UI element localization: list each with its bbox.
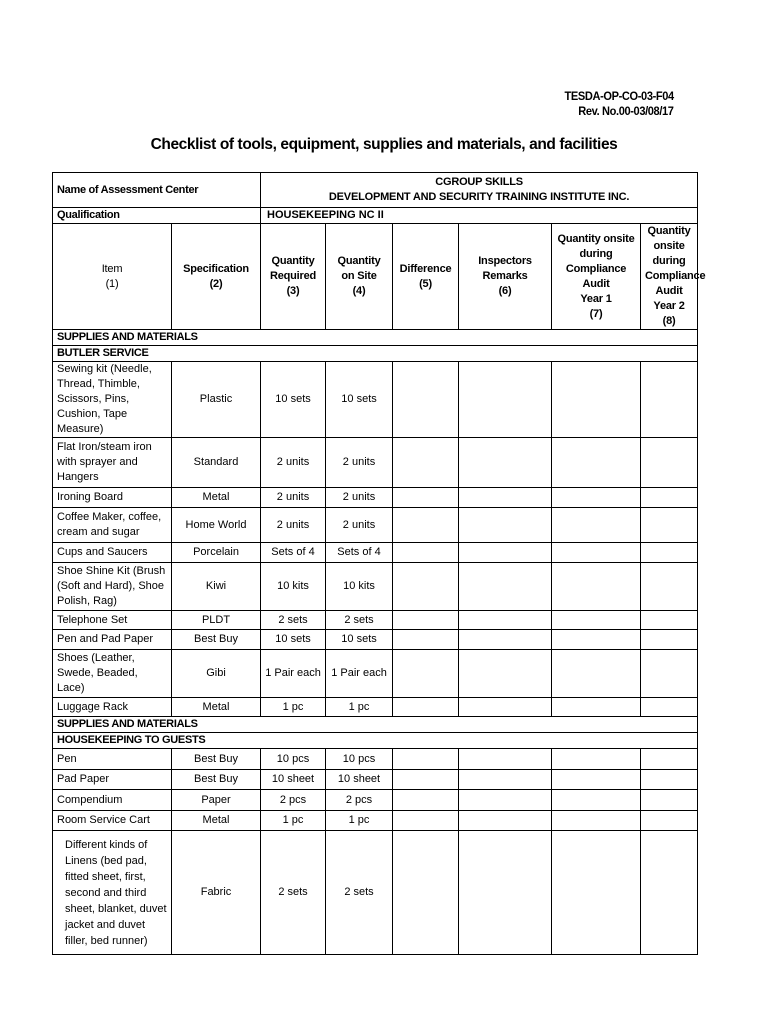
table-row [53, 488, 698, 508]
qty-onsite-cell: 10 sets [326, 362, 393, 438]
year2-cell [641, 488, 698, 508]
qty-required-cell: 1 pc [261, 698, 326, 717]
column-header-row [53, 224, 698, 330]
year2-cell [641, 611, 698, 630]
qty-onsite-cell: 2 units [326, 508, 393, 543]
col-header-difference [393, 224, 459, 330]
year2-cell [641, 749, 698, 770]
qty-onsite-cell: Sets of 4 [326, 543, 393, 563]
spec-cell: Best Buy [172, 770, 261, 790]
col-qs-line2: on Site [341, 270, 377, 282]
remarks-cell [459, 650, 552, 698]
col-y2-line4: Audit [655, 285, 683, 297]
year1-cell [552, 362, 641, 438]
remarks-cell [459, 488, 552, 508]
col-diff-label: Difference [399, 262, 452, 275]
item-cell: Pen [53, 749, 172, 770]
remarks-cell [459, 770, 552, 790]
remarks-cell [459, 508, 552, 543]
col-qs-number: (4) [352, 285, 366, 297]
spec-cell: Paper [172, 790, 261, 811]
year2-cell [641, 362, 698, 438]
table-row [53, 630, 698, 650]
spec-cell: Gibi [172, 650, 261, 698]
assessment-center-row [53, 173, 698, 208]
qty-onsite-cell: 2 sets [326, 611, 393, 630]
subsection-heading-row [53, 346, 698, 362]
difference-cell [393, 749, 459, 770]
table-row [53, 611, 698, 630]
qty-onsite-cell: 1 pc [326, 811, 393, 831]
qty-onsite-cell: 10 sheet [326, 770, 393, 790]
col-ir-line1: Inspectors [478, 255, 532, 267]
col-header-item [53, 224, 172, 330]
difference-cell [393, 650, 459, 698]
col-y2-line5: Year 2 [653, 300, 685, 312]
spec-cell: Metal [172, 488, 261, 508]
item-cell: Compendium [53, 790, 172, 811]
col-header-year2 [641, 224, 706, 330]
col-header-qty-required [261, 224, 326, 330]
qty-onsite-cell: 1 pc [326, 698, 393, 717]
assessment-center-label: Name of Assessment Center [53, 173, 261, 208]
spec-cell: Home World [172, 508, 261, 543]
item-cell: Room Service Cart [53, 811, 172, 831]
qty-required-cell: 2 sets [261, 611, 326, 630]
spec-cell: Metal [172, 698, 261, 717]
table-row [53, 790, 698, 811]
assessment-center-line2: DEVELOPMENT AND SECURITY TRAINING INSTITUTE INC. [328, 191, 630, 203]
col-y1-line5: Year 1 [580, 292, 612, 305]
remarks-cell [459, 630, 552, 650]
difference-cell [393, 611, 459, 630]
year2-cell [641, 563, 698, 611]
difference-cell [393, 362, 459, 438]
year1-cell [552, 811, 641, 831]
table-row [53, 362, 698, 438]
table-row [53, 770, 698, 790]
col-y2-number: (8) [662, 315, 676, 327]
qty-required-cell: Sets of 4 [261, 543, 326, 563]
item-cell: Different kinds of Linens (bed pad, fitted sheet, first, second and third sheet, blanket, duvet jacket and duvet filler, bed runner) [53, 831, 172, 955]
difference-cell [393, 630, 459, 650]
qty-required-cell: 2 pcs [261, 790, 326, 811]
item-cell: Ironing Board [53, 488, 172, 508]
year1-cell [552, 508, 641, 543]
assessment-center-line1: CGROUP SKILLS [435, 176, 523, 188]
difference-cell [393, 543, 459, 563]
qty-required-cell: 10 sets [261, 362, 326, 438]
col-qr-line2: Required [269, 270, 317, 282]
table-row [53, 563, 698, 611]
col-item-number: (1) [105, 277, 119, 290]
spec-cell: Best Buy [172, 630, 261, 650]
col-diff-number: (5) [419, 277, 432, 290]
item-cell: Coffee Maker, coffee, cream and sugar [53, 508, 172, 543]
year2-cell [641, 811, 698, 831]
table-row [53, 698, 698, 717]
qty-required-cell: 10 sheet [261, 770, 326, 790]
subsection-heading: BUTLER SERVICE [53, 346, 698, 362]
revision-number: Rev. No.00-03/08/17 [578, 104, 674, 118]
spec-cell: Plastic [172, 362, 261, 438]
col-qr-number: (3) [286, 285, 300, 297]
col-y1-line1: Quantity onsite [557, 232, 635, 245]
year2-cell [641, 698, 698, 717]
difference-cell [393, 790, 459, 811]
item-cell: Flat Iron/steam iron with sprayer and Hangers [53, 438, 172, 488]
item-cell: Telephone Set [53, 611, 172, 630]
col-header-inspectors-remarks [459, 224, 552, 330]
section-heading-row [53, 717, 698, 733]
spec-cell: Metal [172, 811, 261, 831]
year2-cell [641, 831, 698, 955]
difference-cell [393, 770, 459, 790]
difference-cell [393, 831, 459, 955]
qty-onsite-cell: 1 Pair each [326, 650, 393, 698]
checklist-table [52, 172, 706, 955]
qty-required-cell: 10 sets [261, 630, 326, 650]
item-cell: Pen and Pad Paper [53, 630, 172, 650]
qualification-value: HOUSEKEEPING NC II [261, 208, 698, 224]
item-cell: Luggage Rack [53, 698, 172, 717]
qty-onsite-cell: 2 units [326, 488, 393, 508]
year2-cell [641, 650, 698, 698]
item-cell: Sewing kit (Needle, Thread, Thimble, Scissors, Pins, Cushion, Tape Measure) [53, 362, 172, 438]
col-ir-number: (6) [498, 285, 512, 297]
remarks-cell [459, 811, 552, 831]
col-spec-number: (2) [209, 277, 223, 290]
year1-cell [552, 749, 641, 770]
col-item-label: Item [101, 262, 123, 275]
qty-onsite-cell: 2 sets [326, 831, 393, 955]
remarks-cell [459, 563, 552, 611]
spec-cell: Standard [172, 438, 261, 488]
document-code: TESDA-OP-CO-03-F04 [564, 89, 674, 103]
qty-required-cell: 2 units [261, 438, 326, 488]
col-y1-line3: Compliance [565, 262, 627, 275]
year1-cell [552, 831, 641, 955]
table-row [53, 811, 698, 831]
remarks-cell [459, 543, 552, 563]
spec-cell: Fabric [172, 831, 261, 955]
year1-cell [552, 770, 641, 790]
qty-onsite-cell: 10 sets [326, 630, 393, 650]
col-y2-line1: Quantity onsite [647, 225, 691, 252]
qty-required-cell: 2 units [261, 508, 326, 543]
col-header-spec [172, 224, 261, 330]
spec-cell: PLDT [172, 611, 261, 630]
year1-cell [552, 790, 641, 811]
year2-cell [641, 543, 698, 563]
year2-cell [641, 630, 698, 650]
item-cell: Shoes (Leather, Swede, Beaded, Lace) [53, 650, 172, 698]
subsection-heading: HOUSEKEEPING TO GUESTS [53, 733, 698, 749]
qty-required-cell: 10 pcs [261, 749, 326, 770]
document-title: Checklist of tools, equipment, supplies and materials, and facilities [150, 136, 618, 153]
qty-required-cell: 1 pc [261, 811, 326, 831]
difference-cell [393, 698, 459, 717]
difference-cell [393, 563, 459, 611]
section-heading: SUPPLIES AND MATERIALS [53, 717, 698, 733]
year2-cell [641, 790, 698, 811]
year2-cell [641, 770, 698, 790]
table-row [53, 438, 698, 488]
subsection-heading-row [53, 733, 698, 749]
year1-cell [552, 611, 641, 630]
col-header-qty-onsite [326, 224, 393, 330]
assessment-center-name [261, 173, 698, 208]
remarks-cell [459, 790, 552, 811]
item-cell: Pad Paper [53, 770, 172, 790]
qty-onsite-cell: 10 pcs [326, 749, 393, 770]
table-row [53, 831, 698, 955]
difference-cell [393, 508, 459, 543]
remarks-cell [459, 698, 552, 717]
year1-cell [552, 698, 641, 717]
qty-required-cell: 2 units [261, 488, 326, 508]
col-y2-line3: Compliance [645, 270, 706, 282]
col-header-year1 [552, 224, 641, 330]
qty-required-cell: 1 Pair each [261, 650, 326, 698]
year1-cell [552, 630, 641, 650]
section-heading-row [53, 330, 698, 346]
table-row [53, 508, 698, 543]
year1-cell [552, 543, 641, 563]
qty-onsite-cell: 10 kits [326, 563, 393, 611]
col-y1-line4: Audit [582, 277, 610, 290]
qualification-row [53, 208, 698, 224]
col-y2-line2: during [652, 255, 686, 267]
year1-cell [552, 563, 641, 611]
table-row [53, 543, 698, 563]
year1-cell [552, 438, 641, 488]
item-cell: Shoe Shine Kit (Brush (Soft and Hard), Shoe Polish, Rag) [53, 563, 172, 611]
year2-cell [641, 508, 698, 543]
col-qr-line1: Quantity [271, 255, 315, 267]
spec-cell: Kiwi [172, 563, 261, 611]
qty-required-cell: 2 sets [261, 831, 326, 955]
difference-cell [393, 811, 459, 831]
remarks-cell [459, 611, 552, 630]
qty-onsite-cell: 2 pcs [326, 790, 393, 811]
qualification-label: Qualification [53, 208, 261, 224]
remarks-cell [459, 362, 552, 438]
item-cell: Cups and Saucers [53, 543, 172, 563]
remarks-cell [459, 438, 552, 488]
col-y1-line2: during [579, 247, 613, 260]
qty-required-cell: 10 kits [261, 563, 326, 611]
table-row [53, 749, 698, 770]
year1-cell [552, 488, 641, 508]
year2-cell [641, 438, 698, 488]
difference-cell [393, 488, 459, 508]
qty-onsite-cell: 2 units [326, 438, 393, 488]
remarks-cell [459, 749, 552, 770]
section-heading: SUPPLIES AND MATERIALS [53, 330, 698, 346]
col-spec-label: Specification [183, 262, 249, 275]
col-y1-number: (7) [589, 307, 603, 320]
spec-cell: Best Buy [172, 749, 261, 770]
year1-cell [552, 650, 641, 698]
remarks-cell [459, 831, 552, 955]
difference-cell [393, 438, 459, 488]
col-qs-line1: Quantity [337, 255, 381, 267]
col-ir-line2: Remarks [482, 270, 528, 282]
spec-cell: Porcelain [172, 543, 261, 563]
table-row [53, 650, 698, 698]
